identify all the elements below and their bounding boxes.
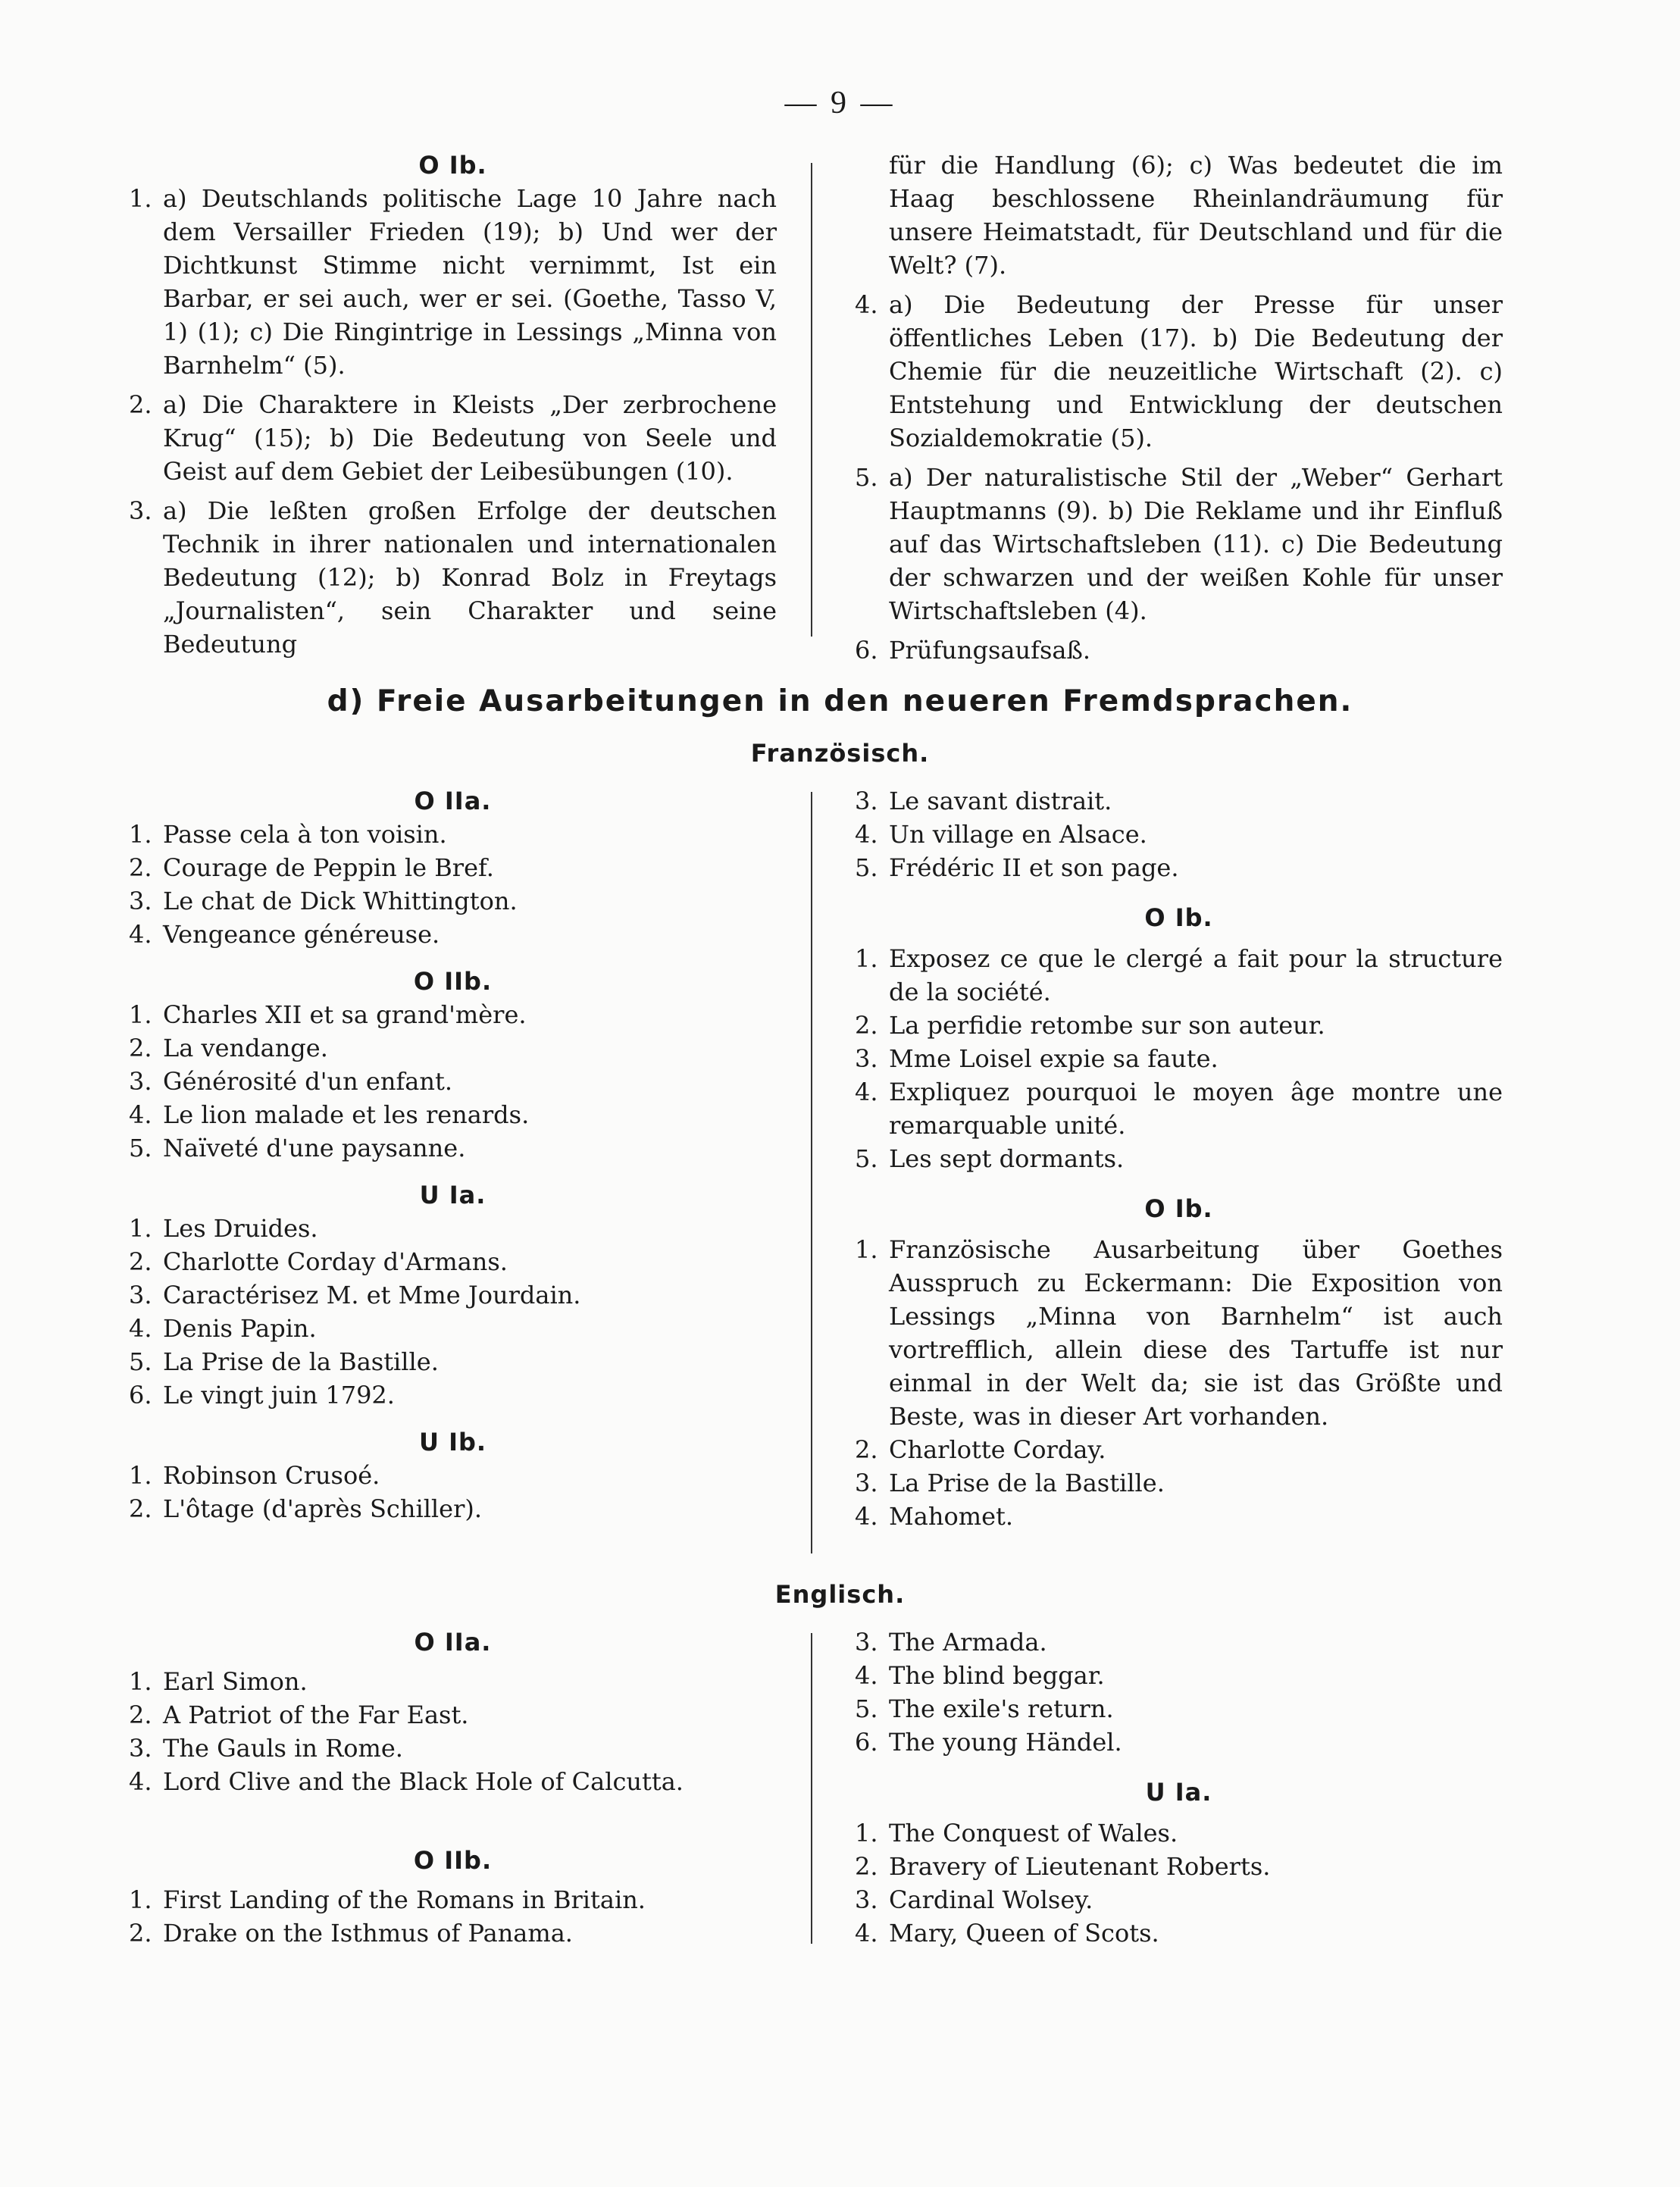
item-text: a) Die Charaktere in Kleists „Der zerbrochene Krug“ (15); b) Die Bedeutung von Seele und Geist auf dem Gebiet der Leibesübungen (10). <box>163 390 777 486</box>
item-text: Courage de Peppin le Bref. <box>163 853 494 882</box>
list-item <box>129 388 777 488</box>
top-right-column <box>855 149 1503 667</box>
class-heading: U Ib. <box>418 1428 487 1456</box>
item-number: 1. <box>855 1235 878 1264</box>
list-item <box>855 1883 1503 1916</box>
item-text: a) Der naturalistische Stil der „Weber“ Gerhart Hauptmanns (9). b) Die Reklame und ihr Einfluß auf das Wirtschaftsleben (11). c) Die Bedeutung der schwarzen und der weißen Kohle für unser Wirtschaftsleben (4). <box>889 463 1503 625</box>
item-number: 6. <box>855 1728 878 1757</box>
item-number: 4. <box>855 1502 878 1531</box>
item-number: 3. <box>129 887 152 915</box>
list-item <box>129 1459 777 1492</box>
list-item <box>855 1075 1503 1142</box>
list-item <box>129 1065 777 1098</box>
class-heading: O IIb. <box>413 1846 493 1875</box>
item-number: 4. <box>129 1100 152 1129</box>
list-item <box>129 1131 777 1165</box>
class-heading: U Ia. <box>419 1181 486 1209</box>
item-number: 6. <box>129 1381 152 1410</box>
item-text: Robinson Crusoé. <box>163 1461 380 1490</box>
list-item <box>129 1312 777 1345</box>
item-number: 2. <box>129 1494 152 1523</box>
item-number: 1. <box>129 1214 152 1243</box>
item-number: 6. <box>855 636 878 665</box>
item-text: Naïveté d'une paysanne. <box>163 1134 466 1162</box>
list-item <box>855 784 1503 818</box>
item-number: 5. <box>855 1144 878 1173</box>
item-text: a) Deutschlands politische Lage 10 Jahre nach dem Versailler Frieden (19); b) Und wer der Dichtkunst Stimme nicht vernimmt, Ist ein Barbar, er sei auch, wer er sei. (Goethe, Tasso V, 1) (1); c) Die Ringintrige in Lessings „Minna von Barnhelm“ (5). <box>163 184 777 380</box>
item-number: 3. <box>129 1734 152 1763</box>
list-item <box>129 818 777 851</box>
item-number: 1. <box>129 820 152 849</box>
list-item <box>129 1883 777 1916</box>
item-text: Charlotte Corday d'Armans. <box>163 1247 508 1276</box>
item-text: La perfidie retombe sur son auteur. <box>889 1011 1325 1040</box>
list-item <box>855 1692 1503 1726</box>
column-divider <box>811 792 812 1553</box>
item-number: 5. <box>855 853 878 882</box>
item-text: Un village en Alsace. <box>889 820 1147 849</box>
item-number: 3. <box>855 787 878 815</box>
list-item <box>855 1726 1503 1759</box>
list-item <box>855 1433 1503 1466</box>
item-number: 4. <box>855 1919 878 1948</box>
item-number: 2. <box>855 1852 878 1881</box>
item-number: 4. <box>855 820 878 849</box>
list-item <box>855 942 1503 1009</box>
class-heading: O Ib. <box>1144 1194 1213 1223</box>
list-item <box>129 918 777 951</box>
item-text: Le chat de Dick Whittington. <box>163 887 518 915</box>
list-item <box>855 1625 1503 1659</box>
item-number: 3. <box>129 1281 152 1309</box>
item-number: 4. <box>129 1314 152 1343</box>
item-text: Denis Papin. <box>163 1314 317 1343</box>
item-text: Charlotte Corday. <box>889 1435 1106 1464</box>
list-item <box>129 1765 777 1798</box>
item-number: 3. <box>855 1628 878 1657</box>
list-item <box>855 1142 1503 1175</box>
item-text: The exile's return. <box>889 1694 1114 1723</box>
item-text: Charles XII et sa grand'mère. <box>163 1000 527 1029</box>
item-text: Lord Clive and the Black Hole of Calcutta. <box>163 1767 684 1796</box>
french-right-column <box>855 784 1503 1533</box>
list-item <box>129 1665 777 1698</box>
class-heading: U Ia. <box>1145 1778 1212 1807</box>
item-text: First Landing of the Romans in Britain. <box>163 1885 646 1914</box>
item-number: 3. <box>129 1067 152 1096</box>
item-number: 4. <box>855 1078 878 1106</box>
item-text: Frédéric II et son page. <box>889 853 1179 882</box>
class-heading: O IIb. <box>413 967 493 996</box>
list-item <box>129 1345 777 1378</box>
list-item <box>855 851 1503 884</box>
class-heading: O IIa. <box>414 787 492 815</box>
class-heading: O Ib. <box>1144 903 1213 932</box>
french-left-column <box>129 784 777 1525</box>
item-number: 4. <box>855 290 878 319</box>
item-text: L'ôtage (d'après Schiller). <box>163 1494 483 1523</box>
item-text: Générosité d'un enfant. <box>163 1067 453 1096</box>
list-item <box>129 1212 777 1245</box>
item-number: 2. <box>129 390 152 419</box>
item-number: 1. <box>129 184 152 213</box>
item-text: La vendange. <box>163 1034 328 1062</box>
item-number: 4. <box>129 1767 152 1796</box>
item-number: 4. <box>855 1661 878 1690</box>
column-divider <box>811 1633 812 1944</box>
item-number: 1. <box>129 1885 152 1914</box>
item-text: Le vingt juin 1792. <box>163 1381 395 1410</box>
item-number: 1. <box>855 944 878 973</box>
item-text: Le savant distrait. <box>889 787 1112 815</box>
item-number: 2. <box>129 853 152 882</box>
english-right-column <box>855 1625 1503 1950</box>
item-text: A Patriot of the Far East. <box>163 1700 469 1729</box>
item-number: 5. <box>855 463 878 492</box>
item-number: 1. <box>129 1667 152 1696</box>
continuation-text: für die Handlung (6); c) Was bedeutet die im Haag beschlossene Rheinlandräumung für unsere Heimatstadt, für Deutschland und für die Welt? (7). <box>889 151 1503 280</box>
item-number: 5. <box>129 1347 152 1376</box>
item-text: Exposez ce que le clergé a fait pour la structure de la société. <box>889 944 1503 1006</box>
english-left-column <box>129 1625 777 1950</box>
item-text: Mahomet. <box>889 1502 1014 1531</box>
column-divider <box>811 163 812 637</box>
class-heading: O IIa. <box>414 1628 492 1657</box>
item-text: Mme Loisel expie sa faute. <box>889 1044 1219 1073</box>
item-text: The young Händel. <box>889 1728 1122 1757</box>
list-item <box>855 1466 1503 1500</box>
item-text: The Gauls in Rome. <box>163 1734 403 1763</box>
item-text: Caractérisez M. et Mme Jourdain. <box>163 1281 581 1309</box>
list-item <box>129 1278 777 1312</box>
item-number: 2. <box>129 1247 152 1276</box>
list-item <box>855 1816 1503 1850</box>
item-text: Earl Simon. <box>163 1667 308 1696</box>
item-number: 1. <box>129 1461 152 1490</box>
list-item <box>855 1009 1503 1042</box>
item-number: 1. <box>129 1000 152 1029</box>
item-text: Vengeance généreuse. <box>163 920 440 949</box>
list-item <box>129 1378 777 1412</box>
item-number: 1. <box>855 1819 878 1848</box>
list-item <box>855 1500 1503 1533</box>
french-title: Französisch. <box>750 739 930 768</box>
class-heading: O Ib. <box>418 151 487 180</box>
item-text: Le lion malade et les renards. <box>163 1100 530 1129</box>
list-item <box>855 1042 1503 1075</box>
item-text: Passe cela à ton voisin. <box>163 820 447 849</box>
item-number: 3. <box>855 1885 878 1914</box>
item-text: Mary, Queen of Scots. <box>889 1919 1159 1948</box>
list-item <box>855 461 1503 627</box>
list-item <box>855 288 1503 455</box>
item-text: The blind beggar. <box>889 1661 1105 1690</box>
english-title: Englisch. <box>774 1580 906 1609</box>
item-text: Französische Ausarbeitung über Goethes Ausspruch zu Eckermann: Die Exposition von Lessings „Minna von Barnhelm“ ist auch vortrefflich, allein diese des Tartuffe ist nur einmal in der Welt da; sie ist das Größte und Beste, was in dieser Art vorhanden. <box>889 1235 1503 1431</box>
list-item <box>129 1492 777 1525</box>
item-number: 2. <box>129 1700 152 1729</box>
item-number: 5. <box>129 1134 152 1162</box>
list-item <box>855 1850 1503 1883</box>
item-text: The Conquest of Wales. <box>889 1819 1178 1848</box>
essay-list <box>129 182 777 661</box>
item-text: Drake on the Isthmus of Panama. <box>163 1919 573 1948</box>
item-number: 2. <box>855 1435 878 1464</box>
list-item <box>129 494 777 661</box>
list-item <box>129 1031 777 1065</box>
item-number: 2. <box>129 1919 152 1948</box>
item-number: 2. <box>129 1034 152 1062</box>
list-item <box>129 1732 777 1765</box>
list-item <box>129 884 777 918</box>
list-item <box>129 1698 777 1732</box>
item-number: 3. <box>855 1469 878 1497</box>
item-text: Les sept dormants. <box>889 1144 1125 1173</box>
item-text: The Armada. <box>889 1628 1047 1657</box>
item-number: 5. <box>855 1694 878 1723</box>
item-text: a) Die leßten großen Erfolge der deutschen Technik in ihrer nationalen und internationalen Bedeutung (12); b) Konrad Bolz in Freytags „Journalisten“, sein Charakter und seine Bedeutung <box>163 496 777 659</box>
item-number: 3. <box>129 496 152 525</box>
item-text: Prüfungsaufsaß. <box>889 636 1090 665</box>
item-text: Les Druides. <box>163 1214 318 1243</box>
item-text: Expliquez pourquoi le moyen âge montre une remarquable unité. <box>889 1078 1503 1140</box>
list-item <box>855 818 1503 851</box>
list-item <box>129 1245 777 1278</box>
list-item <box>129 998 777 1031</box>
section-title: d) Freie Ausarbeitungen in den neueren Fremdsprachen. <box>327 684 1353 718</box>
list-item <box>129 182 777 382</box>
list-item <box>129 1098 777 1131</box>
item-text: La Prise de la Bastille. <box>163 1347 439 1376</box>
item-number: 2. <box>855 1011 878 1040</box>
top-left-column <box>129 149 777 661</box>
item-text: Cardinal Wolsey. <box>889 1885 1093 1914</box>
item-text: La Prise de la Bastille. <box>889 1469 1165 1497</box>
list-item <box>855 1233 1503 1433</box>
item-number: 3. <box>855 1044 878 1073</box>
list-item <box>855 634 1503 667</box>
item-text: Bravery of Lieutenant Roberts. <box>889 1852 1271 1881</box>
item-text: a) Die Bedeutung der Presse für unser öffentliches Leben (17). b) Die Bedeutung der Chemie für die neuzeitliche Wirtschaft (2). c) Entstehung und Entwicklung der deutschen Sozialdemokratie (5). <box>889 290 1503 452</box>
list-item <box>855 1916 1503 1950</box>
list-item <box>129 1916 777 1950</box>
page-number: — 9 — <box>784 86 896 120</box>
list-item <box>855 1659 1503 1692</box>
list-item <box>129 851 777 884</box>
item-number: 4. <box>129 920 152 949</box>
